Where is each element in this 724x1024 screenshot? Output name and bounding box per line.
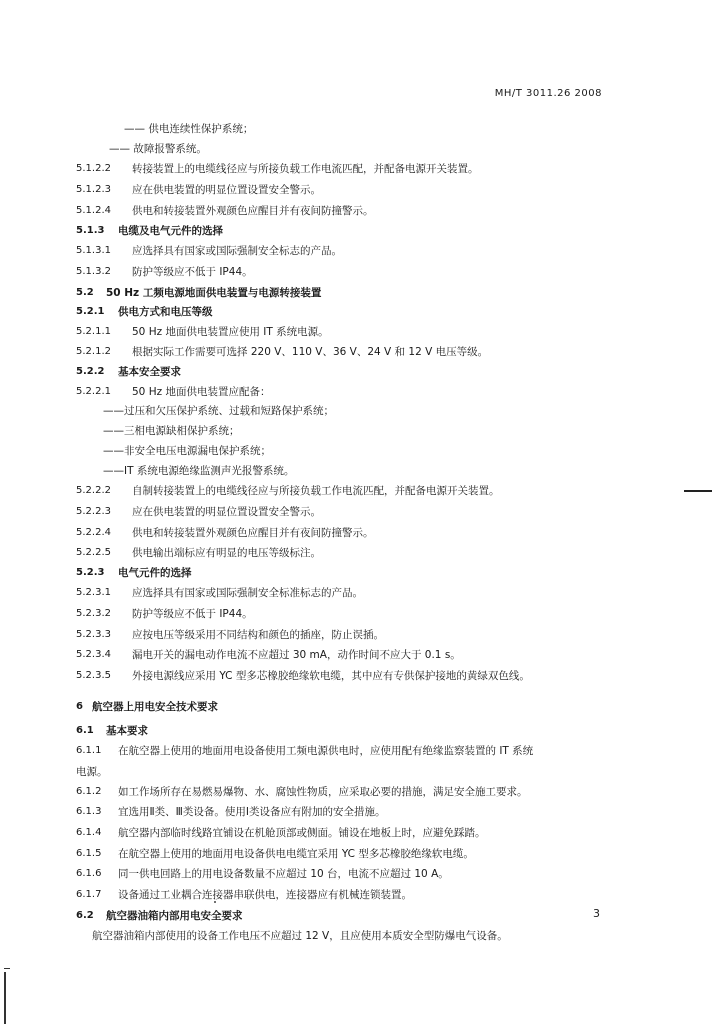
text-line — [0, 524, 724, 542]
clause-number: 6.1.1 — [76, 745, 102, 756]
page-number: 3 — [593, 907, 600, 920]
clause-number: 5.1.2.4 — [76, 205, 111, 216]
clause-text: 基本要求 — [106, 725, 148, 737]
clause-text: 50 Hz 地面供电装置应使用 IT 系统电源。 — [132, 326, 329, 338]
clause-text: 50 Hz 工频电源地面供电装置与电源转接装置 — [106, 287, 322, 299]
clause-text: 宜选用Ⅱ类、Ⅲ类设备。使用Ⅰ类设备应有附加的安全措施。 — [118, 806, 386, 818]
clause-number: 5.1.3.1 — [76, 245, 111, 256]
clause-number: 5.2.3.2 — [76, 608, 111, 619]
clause-number: 5.2.2.1 — [76, 386, 111, 397]
clause-text: 防护等级应不低于 IP44。 — [132, 608, 253, 620]
clause-text: 航空器上用电安全技术要求 — [92, 701, 218, 713]
scan-speck — [214, 901, 216, 903]
clause-number: 5.2.3 — [76, 567, 105, 578]
text-line — [0, 202, 724, 220]
text-line — [0, 886, 724, 904]
clause-number: 5.2.1.1 — [76, 326, 111, 337]
text-line — [0, 763, 724, 781]
clause-text: 在航空器上使用的地面用电设备供电电缆宜采用 YC 型多芯橡胶绝缘软电缆。 — [118, 848, 474, 860]
clause-text: 电缆及电气元件的选择 — [118, 225, 223, 237]
clause-number: 5.2.2.4 — [76, 527, 111, 538]
text-line — [0, 803, 724, 821]
clause-number: 5.1.3.2 — [76, 266, 111, 277]
clause-text: 自制转接装置上的电缆线径应与所接负载工作电流匹配，并配备电源开关装置。 — [132, 485, 500, 497]
text-line — [0, 626, 724, 644]
clause-number: 6.1.2 — [76, 786, 102, 797]
clause-text: 设备通过工业耦合连接器串联供电，连接器应有机械连锁装置。 — [118, 889, 412, 901]
list-item-text: 电源。 — [76, 766, 108, 778]
clause-text: 同一供电回路上的用电设备数量不应超过 10 台，电流不应超过 10 A。 — [118, 868, 449, 880]
binding-edge — [4, 972, 6, 1024]
text-line — [0, 698, 724, 716]
text-line — [0, 584, 724, 602]
list-item-text: ——IT 系统电源绝缘监测声光报警系统。 — [103, 465, 295, 477]
text-line — [0, 783, 724, 801]
text-line — [0, 303, 724, 321]
text-line — [0, 742, 724, 760]
clause-text: 转接装置上的电缆线径应与所接负载工作电流匹配，并配备电源开关装置。 — [132, 163, 479, 175]
clause-text: 应在供电装置的明显位置设置安全警示。 — [132, 506, 321, 518]
text-line — [0, 160, 724, 178]
text-line — [0, 120, 724, 138]
clause-number: 6.1.5 — [76, 848, 102, 859]
text-line — [0, 646, 724, 664]
clause-number: 5.2.3.3 — [76, 629, 111, 640]
clause-number: 5.2.3.1 — [76, 587, 111, 598]
standard-code: MH/T 3011.26 2008 — [494, 88, 602, 99]
text-line — [0, 323, 724, 341]
clause-number: 6.1.4 — [76, 827, 102, 838]
list-item-text: —— 供电连续性保护系统； — [124, 123, 254, 135]
text-line — [0, 263, 724, 281]
clause-number: 5.2.3.4 — [76, 649, 111, 660]
clause-number: 6 — [76, 701, 83, 712]
clause-number: 6.1 — [76, 725, 94, 736]
text-line — [0, 605, 724, 623]
text-line — [0, 383, 724, 401]
clause-number: 6.1.7 — [76, 889, 102, 900]
text-line — [0, 284, 724, 302]
clause-number: 6.2 — [76, 910, 94, 921]
text-line — [0, 482, 724, 500]
text-line — [0, 564, 724, 582]
text-line — [0, 544, 724, 562]
text-line — [0, 422, 724, 440]
clause-text: 漏电开关的漏电动作电流不应超过 30 mA，动作时间不应大于 0.1 s。 — [132, 649, 461, 661]
binding-tick — [4, 968, 10, 969]
clause-text: 如工作场所存在易燃易爆物、水、腐蚀性物质，应采取必要的措施，满足安全施工要求。 — [118, 786, 528, 798]
clause-text: 基本安全要求 — [118, 366, 181, 378]
clause-text: 供电输出端标应有明显的电压等级标注。 — [132, 547, 321, 559]
text-line — [0, 824, 724, 842]
text-line — [0, 222, 724, 240]
clause-text: 外接电源线应采用 YC 型多芯橡胶绝缘软电缆，其中应有专供保护接地的黄绿双色线。 — [132, 670, 530, 682]
text-line — [0, 462, 724, 480]
clause-number: 5.1.3 — [76, 225, 105, 236]
text-line — [0, 865, 724, 883]
clause-text: 根据实际工作需要可选择 220 V、110 V、36 V、24 V 和 12 V 电压等级。 — [132, 346, 489, 358]
clause-text: 航空器内部临时线路宜铺设在机舱顶部或侧面。铺设在地板上时，应避免踩踏。 — [118, 827, 486, 839]
clause-number: 5.2.1.2 — [76, 346, 111, 357]
clause-text: 航空器油箱内部用电安全要求 — [106, 910, 243, 922]
clause-text: 应选择具有国家或国际强制安全标准标志的产品。 — [132, 587, 363, 599]
list-item-text: —— 故障报警系统。 — [109, 143, 207, 155]
text-line — [0, 503, 724, 521]
text-line — [0, 442, 724, 460]
clause-number: 5.2.2.2 — [76, 485, 111, 496]
clause-number: 5.2.2.3 — [76, 506, 111, 517]
list-item-text: ——三相电源缺相保护系统； — [103, 425, 240, 437]
text-line — [0, 181, 724, 199]
clause-text: 应按电压等级采用不同结构和颜色的插座，防止误插。 — [132, 629, 384, 641]
margin-mark — [684, 490, 712, 492]
clause-number: 5.2.2 — [76, 366, 105, 377]
clause-number: 6.1.6 — [76, 868, 102, 879]
list-item-text: 航空器油箱内部使用的设备工作电压不应超过 12 V，且应使用本质安全型防爆电气设备。 — [92, 930, 508, 942]
clause-text: 电气元件的选择 — [118, 567, 192, 579]
clause-number: 5.2.2.5 — [76, 547, 111, 558]
clause-text: 在航空器上使用的地面用电设备使用工频电源供电时，应使用配有绝缘监察装置的 IT 系统 — [118, 745, 534, 757]
clause-text: 应选择具有国家或国际强制安全标志的产品。 — [132, 245, 342, 257]
text-line — [0, 343, 724, 361]
clause-number: 5.2 — [76, 287, 94, 298]
text-line — [0, 242, 724, 260]
text-line — [0, 140, 724, 158]
clause-text: 防护等级应不低于 IP44。 — [132, 266, 253, 278]
clause-number: 5.2.1 — [76, 306, 105, 317]
clause-text: 50 Hz 地面供电装置应配备： — [132, 386, 271, 398]
text-line — [0, 927, 724, 945]
clause-number: 5.1.2.3 — [76, 184, 111, 195]
clause-text: 应在供电装置的明显位置设置安全警示。 — [132, 184, 321, 196]
clause-text: 供电方式和电压等级 — [118, 306, 213, 318]
clause-text: 供电和转接装置外观颜色应醒目并有夜间防撞警示。 — [132, 527, 374, 539]
text-line — [0, 402, 724, 420]
list-item-text: ——非安全电压电源漏电保护系统； — [103, 445, 271, 457]
clause-number: 5.1.2.2 — [76, 163, 111, 174]
clause-text: 供电和转接装置外观颜色应醒目并有夜间防撞警示。 — [132, 205, 374, 217]
text-line — [0, 363, 724, 381]
clause-number: 6.1.3 — [76, 806, 102, 817]
text-line — [0, 722, 724, 740]
text-line — [0, 667, 724, 685]
list-item-text: ——过压和欠压保护系统、过载和短路保护系统； — [103, 405, 334, 417]
clause-number: 5.2.3.5 — [76, 670, 111, 681]
text-line — [0, 907, 724, 925]
text-line — [0, 845, 724, 863]
